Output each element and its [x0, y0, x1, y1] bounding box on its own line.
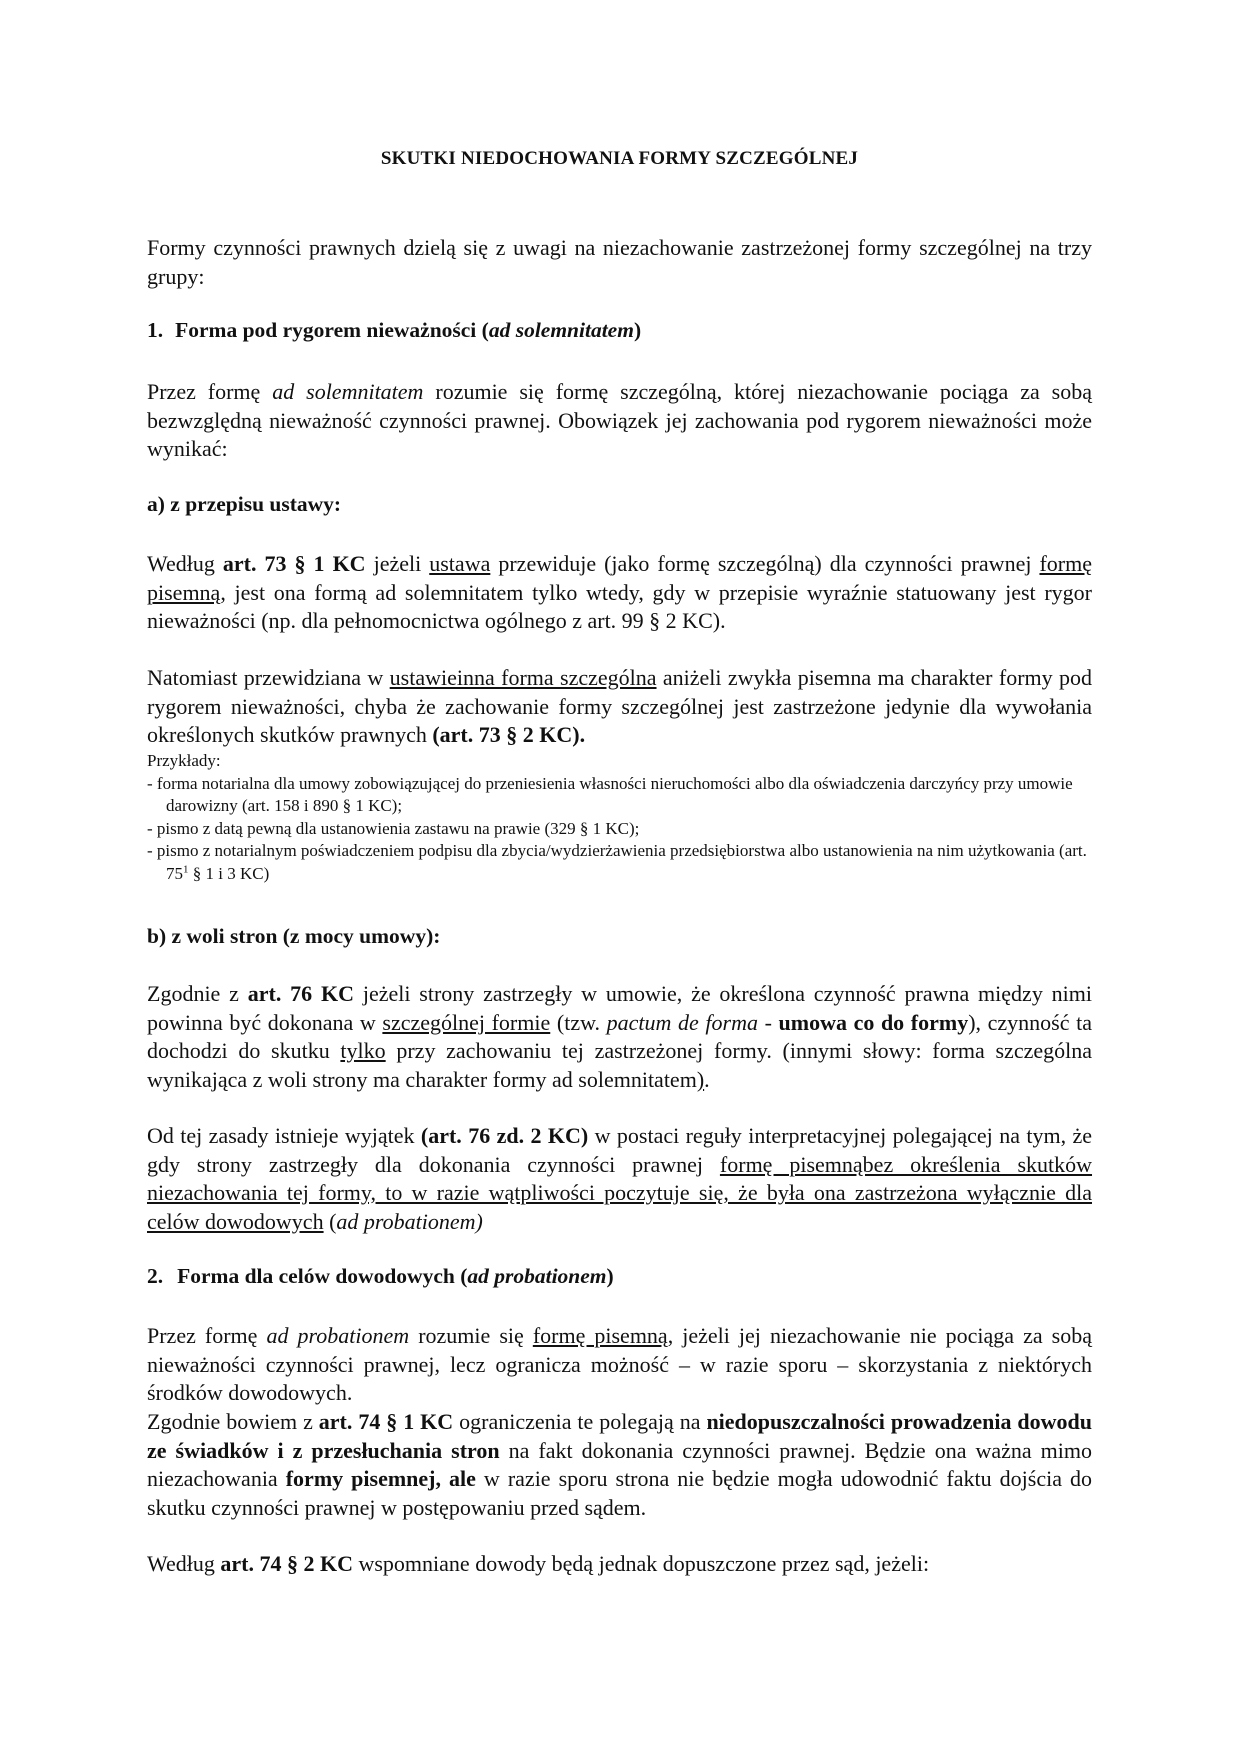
text-run: jeżeli	[365, 551, 430, 576]
text-run: Według	[147, 551, 223, 576]
text-run: , jeżeli jej niezachowanie nie pociąga za sobą nieważności czynności prawnej, lecz ogranicza możność – w razie sporu – skorzystania z niektórych środków dowodowych.	[147, 1323, 1092, 1405]
example-item: - pismo z datą pewną dla ustanowienia zastawu na prawie (329 § 1 KC);	[147, 818, 640, 838]
text-run-italic: ad probationem)	[336, 1208, 483, 1234]
section-2-heading	[147, 1264, 614, 1289]
section-2-paragraph-2	[147, 1408, 1092, 1522]
section-1-definition	[147, 378, 1092, 464]
text-run-underlined: ustawieinna forma szczególna	[389, 665, 657, 690]
superscript: 1	[183, 862, 189, 875]
text-run: ), czynność ta dochodzi do skutku	[147, 1009, 1092, 1063]
section-2-title-close: )	[606, 1264, 614, 1288]
subsection-b-heading: b) z woli stron (z mocy umowy):	[147, 924, 441, 948]
text-run: aniżeli zwykła pisemna ma charakter formy pod rygorem nieważności, chyba że zachowanie formy szczególnej jest zastrzeżone jedynie dla wywołania określonych skutków prawnych	[147, 665, 1092, 747]
text-run: rozumie się formę szczególną, której niezachowanie pociąga za sobą bezwzględną nieważność czynności prawnej. Obowiązek jej zachowania pod rygorem nieważności może wynikać:	[147, 379, 1092, 461]
text-run: Od tej zasady istnieje wyjątek	[147, 1123, 421, 1148]
section-1-heading	[147, 318, 641, 343]
example-item: - forma notarialna dla umowy zobowiązującej do przeniesienia własności nieruchomości albo dla oświadczenia darczyńcy przy umowie darowizny (art. 158 i 890 § 1 KC);	[147, 773, 1073, 815]
text-run: jeżeli strony zastrzegły w umowie, że określona czynność prawna między nimi powinna być dokonana w	[147, 981, 1092, 1035]
text-run: Przez formę	[147, 1323, 267, 1348]
text-run: (tzw.	[550, 1009, 607, 1035]
text-run: rozumie się	[409, 1323, 533, 1348]
text-run-bold: art. 74 § 2 KC	[220, 1551, 353, 1576]
text-run-italic: ad probationem	[266, 1323, 410, 1348]
text-run-underlined: szczególnej formie	[382, 1009, 551, 1035]
section-2-title-italic: ad probationem	[467, 1264, 607, 1288]
text-run: (	[323, 1208, 337, 1234]
subsection-a-paragraph-2	[147, 664, 1092, 750]
text-run-bold: formy pisemnej, ale	[285, 1466, 476, 1491]
text-run: Zgodnie z	[147, 981, 248, 1006]
text-run-underlined: tylko	[340, 1038, 386, 1063]
text-run: , jest ona formą ad solemnitatem tylko wtedy, gdy w przepisie wyraźnie statuowany jest rygor nieważności (np. dla pełnomocnictwa ogólnego z art. 99 § 2 KC).	[147, 579, 1092, 633]
text-run: -	[757, 1009, 779, 1035]
text-run-bold: art. 76 KC	[247, 981, 355, 1006]
text-run-bold: art. 73 § 1 KC	[222, 551, 366, 576]
text-run-underlined: formę pisemnąbez określenia skutków niezachowania tej formy, to w razie wątpliwości poczytuje się, że była ona zastrzeżona wyłącznie dla celów dowodowych	[147, 1151, 1093, 1234]
section-2-paragraph-3	[147, 1550, 1092, 1579]
text-run: w postaci reguły interpretacyjnej polegającej na tym, że gdy strony zastrzegły dla dokonania czynności prawnej	[147, 1123, 1092, 1177]
text-run-italic: pactum de forma	[606, 1009, 758, 1035]
text-run: Zgodnie bowiem z	[147, 1409, 319, 1434]
text-run-underlined: ustawa	[429, 551, 491, 576]
text-run: - pismo z notarialnym poświadczeniem podpisu dla zbycia/wydzierżawienia przedsiębiorstwa albo ustanowienia na nim użytkowania (art. 75	[147, 841, 1087, 883]
text-run: na fakt dokonania czynności prawnej. Będzie ona ważna mimo niezachowania	[147, 1437, 1092, 1491]
text-run-bold: niedopuszczalności prowadzenia dowodu ze świadków i z przesłuchania stron	[147, 1409, 1092, 1463]
text-run-bold: umowa co do formy	[778, 1009, 969, 1035]
subsection-b-paragraph-1	[147, 980, 1092, 1094]
text-run-underlined: formę pisemną	[532, 1323, 668, 1348]
section-2-title: Forma dla celów dowodowych (	[177, 1264, 468, 1288]
subsection-a-heading: a) z przepisu ustawy:	[147, 492, 342, 516]
intro-paragraph: Formy czynności prawnych dzielą się z uwagi na niezachowanie zastrzeżonej formy szczególnej na trzy grupy:	[147, 235, 1092, 289]
section-1-number: 1.	[147, 318, 164, 342]
text-run-bold: (art. 73 § 2 KC).	[432, 722, 586, 747]
text-run-bold: (art. 76 zd. 2 KC)	[420, 1123, 589, 1148]
section-2-paragraph-1	[147, 1322, 1092, 1408]
text-run-bold: art. 74 § 1 KC	[318, 1409, 454, 1434]
examples-list	[147, 750, 1092, 885]
text-run-underlined: )	[696, 1066, 705, 1092]
text-run: ograniczenia te polegają na	[453, 1409, 707, 1434]
text-run: Natomiast przewidziana w	[147, 665, 390, 690]
examples-label: Przykłady:	[147, 751, 221, 770]
example-item	[147, 840, 1092, 885]
text-run: wspomniane dowody będą jednak dopuszczone przez sąd, jeżeli:	[352, 1551, 930, 1576]
text-run-underlined: formę pisemną	[147, 551, 1092, 605]
subsection-a-paragraph-1	[147, 550, 1092, 636]
text-run: .	[704, 1066, 710, 1092]
document-title: SKUTKI NIEDOCHOWANIA FORMY SZCZEGÓLNEJ	[380, 148, 859, 169]
subsection-b-paragraph-2	[147, 1122, 1092, 1236]
text-run: przewiduje (jako formę szczególną) dla czynności prawnej	[490, 551, 1040, 576]
section-1-title: Forma pod rygorem nieważności (	[175, 318, 489, 342]
section-1-title-italic: ad solemnitatem	[488, 318, 634, 342]
section-1-title-close: )	[633, 318, 642, 342]
text-run: Według	[147, 1551, 221, 1576]
text-run: Przez formę	[147, 379, 273, 404]
text-run: § 1 i 3 KC)	[188, 863, 270, 883]
text-run: w razie sporu strona nie będzie mogła udowodnić faktu dojścia do skutku czynności prawnej w postępowaniu przed sądem.	[147, 1466, 1093, 1520]
text-run: przy zachowaniu tej zastrzeżonej formy. (innymi słowy: forma szczególna wynikająca z woli strony ma charakter formy ad solemnitatem	[147, 1038, 1092, 1092]
section-2-number: 2.	[147, 1264, 164, 1288]
text-run-italic: ad solemnitatem	[272, 379, 424, 404]
